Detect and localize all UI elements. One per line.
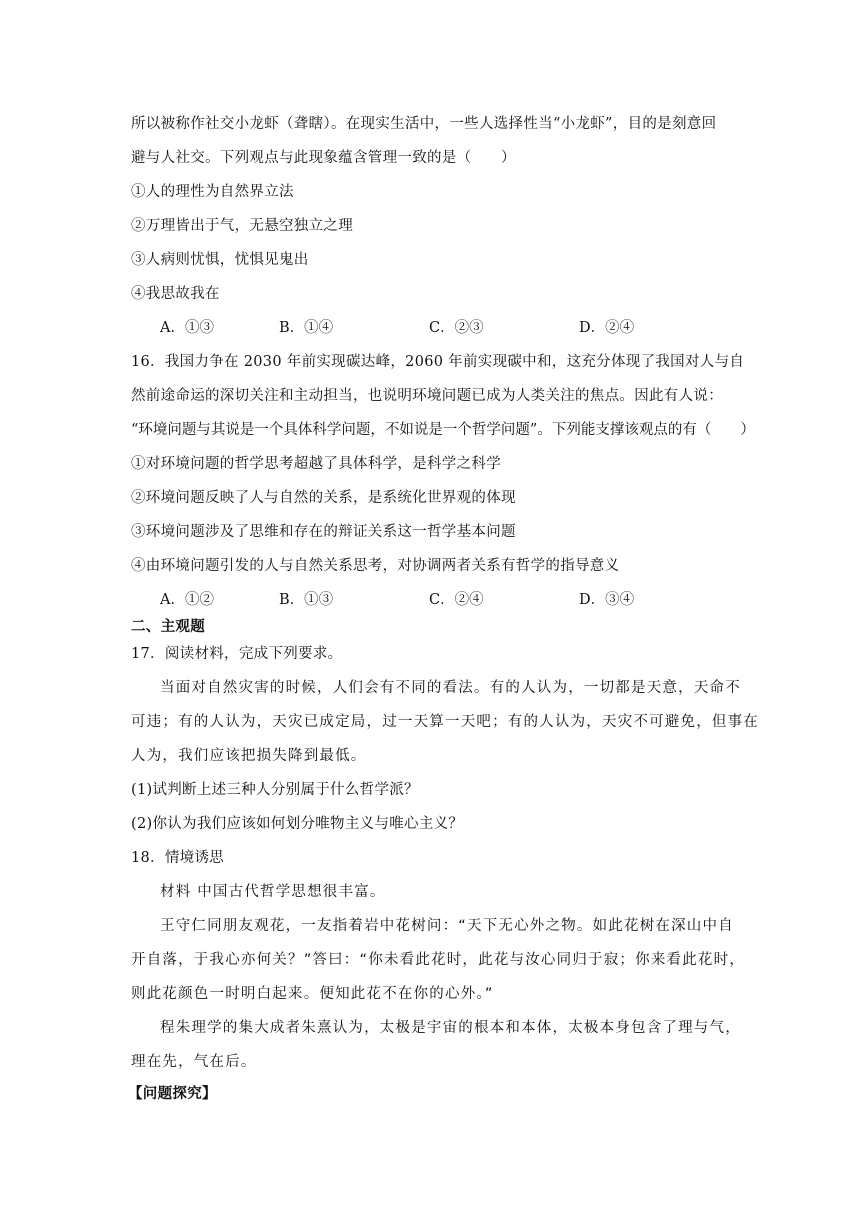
section-heading: 二、主观题 [131,618,205,635]
q16-option-c: C．②④ [429,592,484,608]
q18-material-intro: 材料 中国古代哲学思想很丰富。 [160,884,386,900]
q16-item-3: ③环境问题涉及了思维和存在的辩证关系这一哲学基本问题 [131,524,516,540]
q18-material-line-3: 则此花颜色一时明白起来。便知此花不在你的心外。” [131,986,494,1002]
q16-option-a: A．①② [160,592,214,608]
q15-item-2: ②万理皆出于气，无悬空独立之理 [131,218,353,234]
q16-item-1: ①对环境问题的哲学思考超越了具体科学，是科学之科学 [131,456,501,472]
q18-material-line-2: 开自落，于我心亦何关？”答曰：“你未看此花时，此花与汝心同归于寂；你来看此花时， [131,952,746,968]
q15-stem-line-2: 避与人社交。下列观点与此现象蕴含管理一致的是（ ） [131,150,516,166]
q18-explore-heading: 【问题探究】 [128,1085,217,1102]
q16-stem-line-2: 然前途命运的深切关注和主动担当，也说明环境问题已成为人类关注的焦点。因此有人说： [131,388,723,404]
q18-material-line-5: 理在先，气在后。 [131,1054,257,1070]
q17-material-line-1: 当面对自然灾害的时候，人们会有不同的看法。有的人认为，一切都是天意，天命不 [160,680,741,696]
q16-item-2: ②环境问题反映了人与自然的关系，是系统化世界观的体现 [131,490,516,506]
q15-item-1: ①人的理性为自然界立法 [131,184,294,200]
q15-option-b: B．①④ [279,320,334,336]
q15-option-a: A．①③ [160,320,214,336]
q15-item-3: ③人病则忧惧，忧惧见鬼出 [131,252,309,268]
q18-material-line-1: 王守仁同朋友观花，一友指着岩中花树问：“天下无心外之物。如此花树在深山中自 [160,918,734,934]
q15-option-d: D．②④ [579,320,635,336]
q17-subquestion-2: (2)你认为我们应该如何划分唯物主义与唯心主义？ [131,816,464,832]
q17-subquestion-1: (1)试判断上述三种人分别属于什么哲学派？ [131,782,419,798]
q16-option-d: D．③④ [579,592,635,608]
q15-stem-line-1: 所以被称作社交小龙虾（聋瞎）。在现实生活中，一些人选择性当“小龙虾”，目的是刻意回 [131,116,717,132]
q15-option-c: C．②③ [429,320,484,336]
q18-title: 18．情境诱思 [131,850,225,866]
q17-material-line-2: 可违；有的人认为，天灾已成定局，过一天算一天吧；有的人认为，天灾不可避免，但事在 [131,714,759,730]
q17-material-line-3: 人为，我们应该把损失降到最低。 [131,748,367,764]
q16-item-4: ④由环境问题引发的人与自然关系思考，对协调两者关系有哲学的指导意义 [131,558,620,574]
q17-title: 17．阅读材料，完成下列要求。 [131,646,343,662]
q16-stem-line-3: “环境问题与其说是一个具体科学问题，不如说是一个哲学问题”。下列能支撑该观点的有（ ） [131,422,755,438]
q15-item-4: ④我思故我在 [131,286,220,302]
q16-option-b: B．①③ [279,592,334,608]
q18-material-line-4: 程朱理学的集大成者朱熹认为，太极是宇宙的根本和本体，太极本身包含了理与气， [160,1020,741,1036]
q16-stem-line-1: 16．我国力争在 2030 年前实现碳达峰，2060 年前实现碳中和，这充分体现了我国对人与自 [131,354,745,370]
